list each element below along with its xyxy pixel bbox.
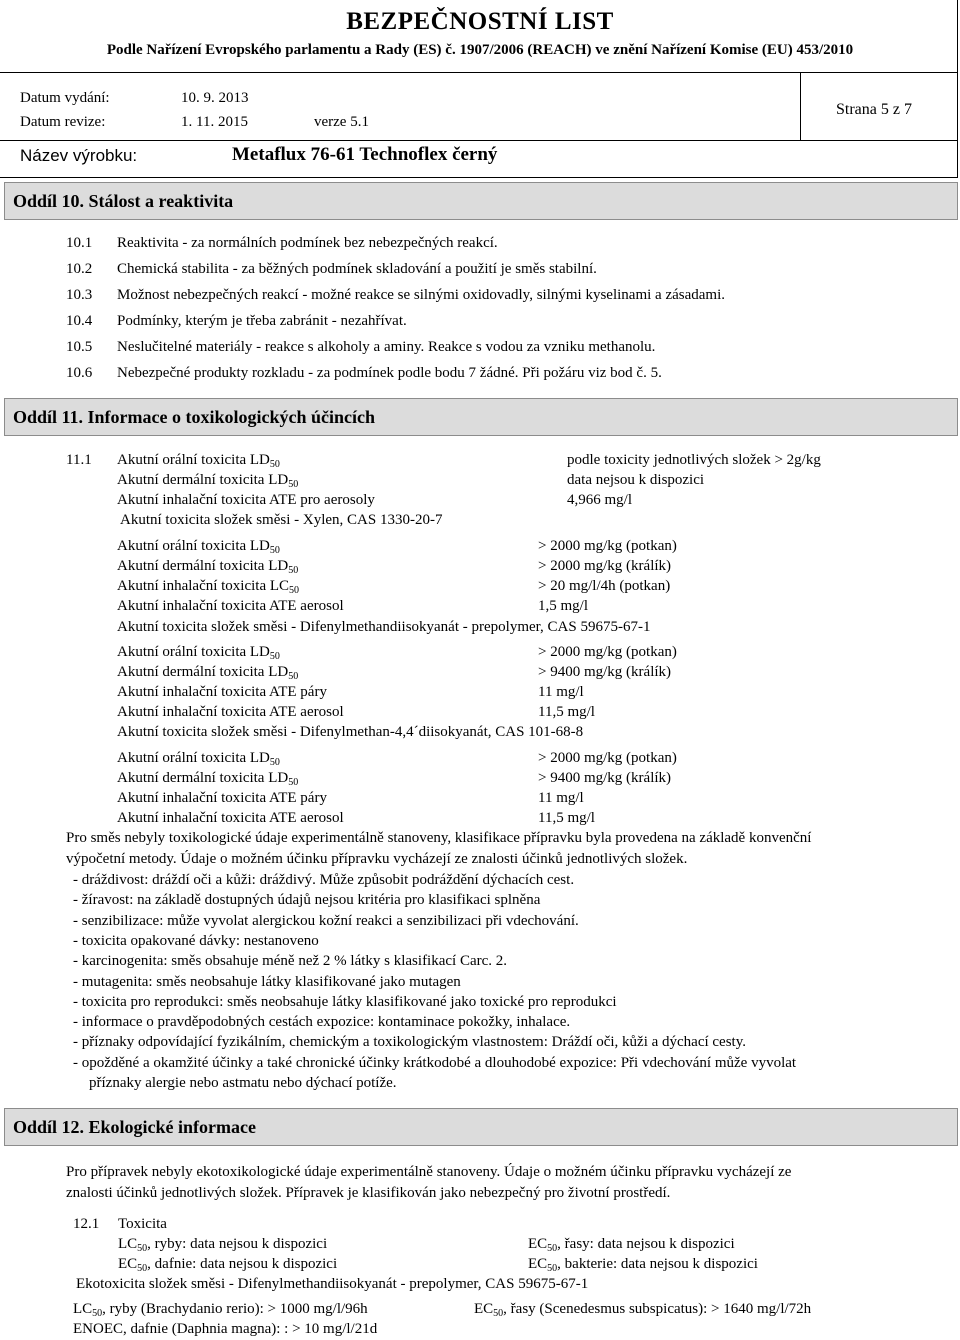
component-heading: Akutní toxicita složek směsi - Difenylmethandiisokyanát - prepolymer, CAS 59675-67-1 [117,619,651,635]
eco-value: $EC_{50}$, řasy (Scenedesmus subspicatus): > 1640 mg/l/72h [474,1301,812,1319]
tox-value: > 2000 mg/kg (králík) [538,558,672,574]
eco-value: $EC_{50}$, bakterie: data nejsou k dispozici [528,1256,758,1274]
issue-date-label: Datum vydání: [20,90,110,106]
list-item: - mutagenita: směs neobsahuje látky klasifikované jako mutagen [73,974,461,990]
tox-label: Akutní dermální toxicita $LD_{50}$ [117,770,299,788]
item-number: 11.1 [66,452,92,468]
eco-value: $LC_{50}$, ryby: data nejsou k dispozici [118,1236,328,1254]
list-item: - žíravost: na základě dostupných údajů nejsou kritéria pro klasifikaci splněna [73,892,541,908]
document-title: BEZPEČNOSTNÍ LIST [346,8,614,35]
tox-value: > 2000 mg/kg (potkan) [538,538,677,554]
revision-date-label: Datum revize: [20,114,106,130]
list-item-text: Možnost nebezpečných reakcí - možné reakce se silnými oxidovadly, silnými kyselinami a zásadami. [117,287,725,303]
list-item: 10.2 [66,261,93,277]
component-heading: Akutní toxicita složek směsi - Xylen, CAS 1330-20-7 [120,512,443,528]
tox-label: Akutní inhalační toxicita $LC_{50}$ [117,578,300,596]
tox-label: Akutní dermální toxicita $LD_{50}$ [117,558,299,576]
paragraph-line: Pro přípravek nebyly ekotoxikologické údaje experimentálně stanoveny. Údaje o možném účinku přípravku vycházejí ze [66,1164,792,1180]
list-item: - karcinogenita: směs obsahuje méně než 2 % látky s klasifikací Carc. 2. [73,953,508,969]
tox-label: Akutní inhalační toxicita ATE páry [117,790,327,806]
tox-label: Akutní orální toxicita $LD_{50}$ [117,750,280,768]
paragraph-line: výpočetní metody. Údaje o možném účinku přípravku vycházejí ze znalosti účinků jednotlivých složek. [66,851,688,867]
list-item: 10.1 [66,235,93,251]
page-number: Strana 5 z 7 [836,101,912,118]
tox-label: Akutní orální toxicita $LD_{50}$ [117,644,280,662]
list-item-continuation: příznaky alergie nebo astmatu nebo dýchací potíže. [89,1075,397,1091]
tox-label: Akutní inhalační toxicita ATE aerosol [117,810,344,826]
tox-value: > 9400 mg/kg (králík) [538,664,672,680]
eco-value: $EC_{50}$, dafnie: data nejsou k dispozici [118,1256,338,1274]
list-item-text: Neslučitelné materiály - reakce s alkoholy a aminy. Reakce s vodou za vzniku methanolu. [117,339,656,355]
item-number: 12.1 [73,1216,100,1232]
list-item-text: Reaktivita - za normálních podmínek bez nebezpečných reakcí. [117,235,498,251]
list-item-text: Podmínky, kterým je třeba zabránit - nezahřívat. [117,313,407,329]
header-divider [0,177,958,178]
version: verze 5.1 [314,114,369,130]
header-divider [0,140,958,141]
list-item: - příznaky odpovídající fyzikálním, chemickým a toxikologickým vlastnostem: Dráždí oči, kůži a dýchací cesty. [73,1034,747,1050]
tox-value: > 20 mg/l/4h (potkan) [538,578,671,594]
tox-value: 11,5 mg/l [538,810,595,826]
tox-value: 11 mg/l [538,684,584,700]
product-name: Metaflux 76-61 Technoflex černý [232,144,498,165]
tox-label: Akutní dermální toxicita $LD_{50}$ [117,472,299,490]
list-item: - dráždivost: dráždí oči a kůži: dráždivý. Může způsobit podráždění dýchacích cest. [73,872,575,888]
tox-label: Akutní inhalační toxicita ATE páry [117,684,327,700]
paragraph-line: Pro směs nebyly toxikologické údaje experimentálně stanoveny, klasifikace přípravku byla provedena na základě konvenční [66,830,812,846]
tox-value: > 2000 mg/kg (potkan) [538,750,677,766]
issue-date: 10. 9. 2013 [181,90,249,106]
list-item: 10.3 [66,287,93,303]
eco-value: $EC_{50}$, řasy: data nejsou k dispozici [528,1236,735,1254]
section-heading-text: Oddíl 10. Stálost a reaktivita [13,191,234,211]
section-11-heading [4,398,958,436]
tox-value: 4,966 mg/l [567,492,633,508]
list-item: - opožděné a okamžité účinky a také chronické účinky krátkodobé a dlouhodobé expozice: Při vdechování může vyvolat [73,1055,797,1071]
component-heading: Akutní toxicita složek směsi - Difenylmethan-4,4´diisokyanát, CAS 101-68-8 [117,724,584,740]
tox-value: 11,5 mg/l [538,704,595,720]
list-item-text: Chemická stabilita - za běžných podmínek skladování a použití je směs stabilní. [117,261,597,277]
tox-value: data nejsou k dispozici [567,472,705,488]
list-item: - senzibilizace: může vyvolat alergickou kožní reakci a senzibilizaci při vdechování. [73,913,579,929]
tox-value: > 9400 mg/kg (králík) [538,770,672,786]
list-item: 10.4 [66,313,93,329]
list-item: 10.5 [66,339,93,355]
eco-value: ENOEC, dafnie (Daphnia magna): : > 10 mg/l/21d [73,1321,378,1337]
eco-value: $LC_{50}$, ryby (Brachydanio rerio): > 1000 mg/l/96h [73,1301,368,1319]
tox-label: Akutní orální toxicita $LD_{50}$ [117,538,280,556]
product-name-label: Název výrobku: [20,146,138,165]
header-divider [0,72,958,73]
section-10-heading [4,182,958,220]
tox-value: 11 mg/l [538,790,584,806]
subsection-label: Toxicita [118,1216,167,1232]
section-heading-text: Oddíl 11. Informace o toxikologických účincích [13,407,376,427]
section-12-heading [4,1108,958,1146]
tox-label: Akutní dermální toxicita $LD_{50}$ [117,664,299,682]
list-item: 10.6 [66,365,93,381]
regulation-subtitle: Podle Nařízení Evropského parlamentu a Rady (ES) č. 1907/2006 (REACH) ve znění Nařízení Komise (EU) 453/2010 [106,42,854,58]
tox-label: Akutní inhalační toxicita ATE pro aerosoly [117,492,375,508]
paragraph-line: znalosti účinků jednotlivých složek. Přípravek je klasifikován jako nebezpečný pro životní prostředí. [66,1185,671,1201]
revision-date: 1. 11. 2015 [181,114,248,130]
section-heading-text: Oddíl 12. Ekologické informace [13,1117,256,1137]
list-item: - toxicita pro reprodukci: směs neobsahuje látky klasifikované jako toxické pro reprodukci [73,994,617,1010]
tox-label: Akutní inhalační toxicita ATE aerosol [117,704,344,720]
tox-value: > 2000 mg/kg (potkan) [538,644,677,660]
list-item-text: Nebezpečné produkty rozkladu - za podmínek podle bodu 7 žádné. Při požáru viz bod č. 5. [117,365,662,381]
tox-label: Akutní inhalační toxicita ATE aerosol [117,598,344,614]
list-item: - informace o pravděpodobných cestách expozice: kontaminace pokožky, inhalace. [73,1014,571,1030]
tox-value: 1,5 mg/l [538,598,589,614]
list-item: - toxicita opakované dávky: nestanoveno [73,933,319,949]
tox-label: Akutní orální toxicita $LD_{50}$ [117,452,280,470]
tox-value: podle toxicity jednotlivých složek > 2g/kg [567,452,821,468]
header-divider [800,72,801,140]
component-heading: Ekotoxicita složek směsi - Difenylmethandiisokyanát - prepolymer, CAS 59675-67-1 [76,1276,589,1292]
